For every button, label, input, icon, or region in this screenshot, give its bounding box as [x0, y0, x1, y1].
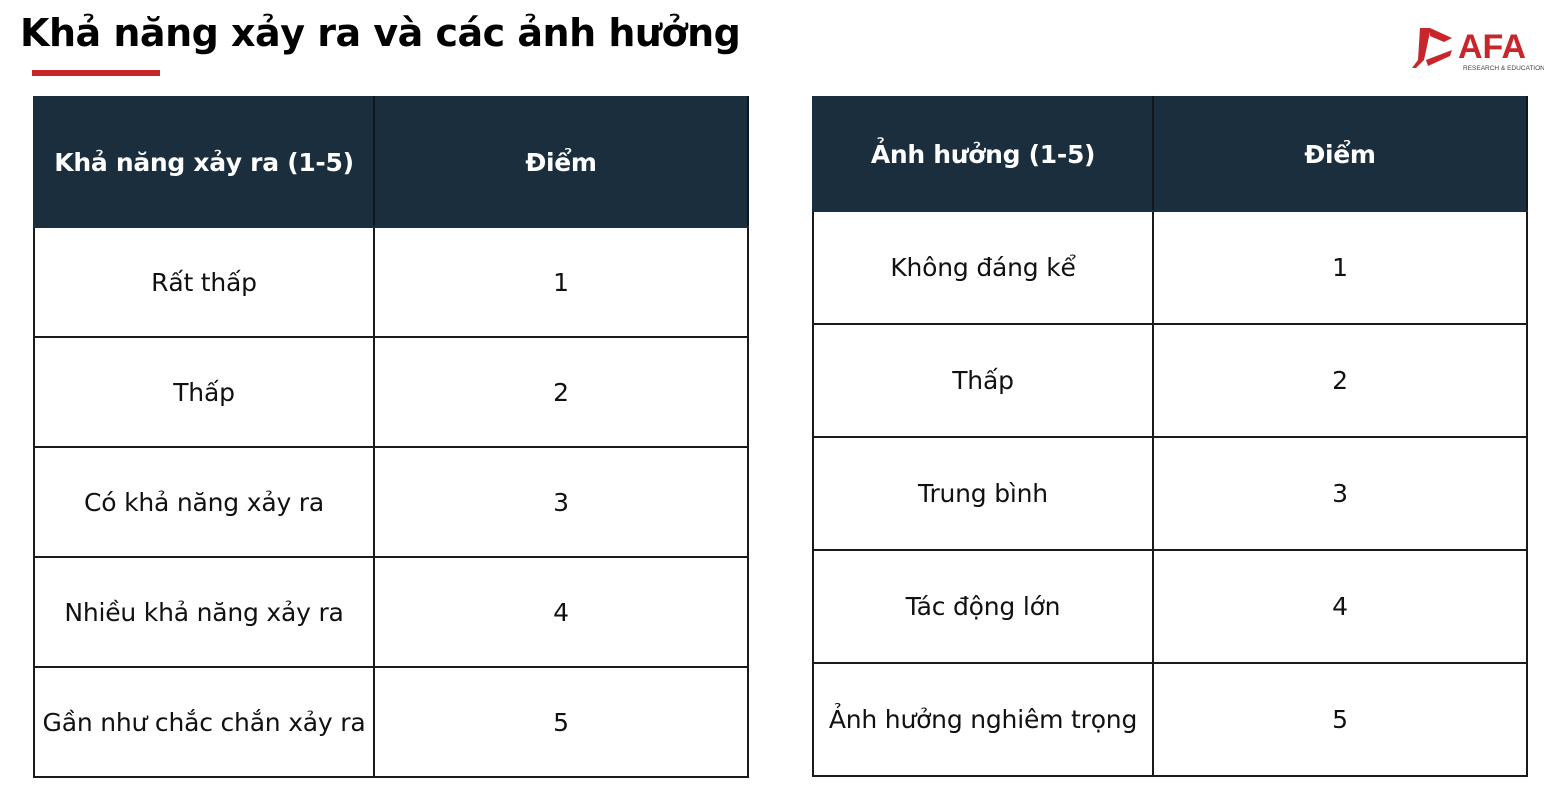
- column-header-score: Điểm: [1153, 97, 1527, 211]
- table-header-row: [813, 97, 1527, 211]
- table-row: [813, 324, 1527, 437]
- afa-logo: [1408, 20, 1544, 76]
- column-header-likelihood: Khả năng xảy ra (1-5): [34, 97, 374, 227]
- impact-label: Ảnh hưởng nghiêm trọng: [813, 663, 1153, 776]
- likelihood-score: 5: [374, 667, 748, 777]
- impact-score: 1: [1153, 211, 1527, 324]
- likelihood-label: Nhiều khả năng xảy ra: [34, 557, 374, 667]
- likelihood-label: Có khả năng xảy ra: [34, 447, 374, 557]
- table-row: [34, 337, 748, 447]
- likelihood-label: Rất thấp: [34, 227, 374, 337]
- table-row: [34, 667, 748, 777]
- impact-score: 5: [1153, 663, 1527, 776]
- table-row: [813, 663, 1527, 776]
- impact-label: Không đáng kể: [813, 211, 1153, 324]
- impact-label: Trung bình: [813, 437, 1153, 550]
- likelihood-label: Gần như chắc chắn xảy ra: [34, 667, 374, 777]
- page-title: Khả năng xảy ra và các ảnh hưởng: [20, 11, 741, 55]
- likelihood-table: [33, 96, 749, 778]
- column-header-score: Điểm: [374, 97, 748, 227]
- afa-logo-mark: [1408, 20, 1544, 76]
- logo-text: AFA: [1458, 28, 1526, 66]
- column-header-impact: Ảnh hưởng (1-5): [813, 97, 1153, 211]
- table-row: [34, 227, 748, 337]
- impact-table: [812, 96, 1528, 777]
- impact-score: 2: [1153, 324, 1527, 437]
- likelihood-score: 4: [374, 557, 748, 667]
- logo-tagline: RESEARCH & EDUCATION: [1463, 65, 1544, 72]
- impact-label: Thấp: [813, 324, 1153, 437]
- likelihood-score: 3: [374, 447, 748, 557]
- table-row: [813, 550, 1527, 663]
- impact-score: 4: [1153, 550, 1527, 663]
- likelihood-label: Thấp: [34, 337, 374, 447]
- table-row: [34, 557, 748, 667]
- table-row: [34, 447, 748, 557]
- impact-score: 3: [1153, 437, 1527, 550]
- table-row: [813, 211, 1527, 324]
- likelihood-score: 2: [374, 337, 748, 447]
- impact-label: Tác động lớn: [813, 550, 1153, 663]
- table-header-row: [34, 97, 748, 227]
- title-underline: [32, 70, 160, 76]
- table-row: [813, 437, 1527, 550]
- likelihood-score: 1: [374, 227, 748, 337]
